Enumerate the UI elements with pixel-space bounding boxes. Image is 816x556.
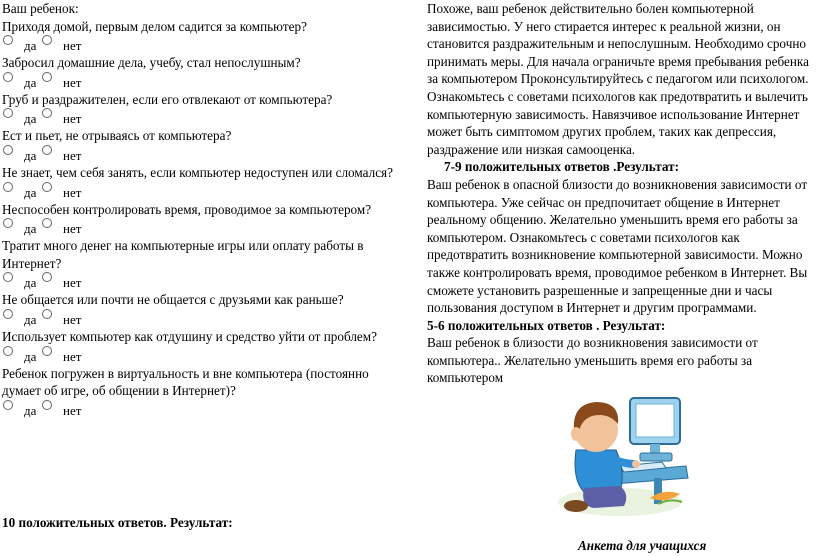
answer-options-1 bbox=[2, 35, 402, 54]
label-no-9: нет bbox=[63, 348, 82, 364]
label-no-5: нет bbox=[63, 184, 82, 200]
label-yes-8: да bbox=[24, 311, 37, 327]
label-yes-2: да bbox=[24, 74, 37, 90]
child-at-computer-illustration bbox=[554, 380, 690, 520]
intro-text: Ваш ребенок: bbox=[2, 1, 79, 16]
caption: Анкета для учащихся bbox=[578, 538, 707, 553]
label-yes-9: да bbox=[24, 348, 37, 364]
answer-options-4 bbox=[2, 145, 402, 164]
result-7-9-heading: 7-9 положительных ответов .Результат: bbox=[444, 159, 680, 175]
radio-no-6[interactable] bbox=[42, 218, 52, 228]
radio-yes-2[interactable] bbox=[3, 72, 13, 82]
question-4: Ест и пьет, не отрываясь от компьютера? bbox=[2, 128, 232, 144]
radio-yes-9[interactable] bbox=[3, 346, 13, 356]
radio-no-1[interactable] bbox=[42, 35, 52, 45]
radio-no-5[interactable] bbox=[42, 182, 52, 192]
answer-options-7 bbox=[2, 272, 402, 291]
label-no-2: нет bbox=[63, 74, 82, 90]
label-no-10: нет bbox=[63, 402, 82, 418]
radio-yes-8[interactable] bbox=[3, 309, 13, 319]
question-1: Приходя домой, первым делом садится за компьютер? bbox=[2, 18, 307, 34]
result-5-6-text: Ваш ребенок в близости до возникновения зависимости от компьютера.. Желательно уменьшить время его работы за компьютером bbox=[427, 335, 758, 386]
radio-no-8[interactable] bbox=[42, 309, 52, 319]
radio-yes-5[interactable] bbox=[3, 182, 13, 192]
label-yes-5: да bbox=[24, 184, 37, 200]
question-7: Тратит много денег на компьютерные игры или оплату работы в Интернет? bbox=[2, 238, 364, 271]
radio-no-7[interactable] bbox=[42, 272, 52, 282]
label-no-3: нет bbox=[63, 111, 82, 127]
answer-options-8 bbox=[2, 309, 402, 328]
question-6: Неспособен контролировать время, проводимое за компьютером? bbox=[2, 201, 372, 217]
label-yes-6: да bbox=[24, 221, 37, 237]
result-10-text: Похоже, ваш ребенок действительно болен компьютерной зависимостью. У него стирается интерес к реальной жизни, он становится раздражительным и непослушным. Необходимо срочно принимать меры. Для начала ограничьте время пребывания ребенка за компьютером Проконсультируйтесь с педагогом или психологом. Ознакомьтесь с советами психологов как предотвратить и вылечить компьютерную зависимость. Навязчивое использование Интернет может быть симптомом других проблем, таких как депрессия, раздражение или низкая самооценка. bbox=[427, 1, 809, 157]
question-2: Забросил домашние дела, учебу, стал непослушным? bbox=[2, 55, 301, 71]
label-no-1: нет bbox=[63, 38, 82, 54]
label-yes-7: да bbox=[24, 275, 37, 291]
questionnaire bbox=[2, 0, 402, 419]
radio-no-9[interactable] bbox=[42, 346, 52, 356]
radio-no-3[interactable] bbox=[42, 108, 52, 118]
child-ear bbox=[571, 427, 581, 441]
child-shoe bbox=[564, 500, 588, 512]
child-pants bbox=[583, 486, 626, 508]
radio-yes-7[interactable] bbox=[3, 272, 13, 282]
results-column bbox=[427, 0, 809, 387]
radio-yes-1[interactable] bbox=[3, 35, 13, 45]
radio-no-2[interactable] bbox=[42, 72, 52, 82]
answer-options-6 bbox=[2, 218, 402, 237]
radio-yes-10[interactable] bbox=[3, 400, 13, 410]
question-8: Не общается или почти не общается с друзьями как раньше? bbox=[2, 292, 344, 308]
result-7-9-text: Ваш ребенок в опасной близости до возникновения зависимости от компьютера. Уже сейчас он предпочитает общение в Интернет реальному общению. Желательно уменьшить время его работы за компьютером. Ознакомьтесь с советами психологов как предотвратить возникновение компьютерной зависимости. Можно также контролировать время, проводимое ребенком в Интернет. Вы сможете установить разрешенные и запрещенные дни и часы пользования доступом в Интернет и другим программами. bbox=[427, 176, 808, 316]
question-5: Не знает, чем себя занять, если компьютер недоступен или сломался? bbox=[2, 164, 393, 180]
child-arm bbox=[610, 458, 634, 464]
radio-yes-4[interactable] bbox=[3, 145, 13, 155]
label-no-7: нет bbox=[63, 275, 82, 291]
answer-options-3 bbox=[2, 108, 402, 127]
answer-options-2 bbox=[2, 72, 402, 91]
label-yes-3: да bbox=[24, 111, 37, 127]
radio-yes-3[interactable] bbox=[3, 108, 13, 118]
answer-options-10 bbox=[2, 400, 402, 419]
label-no-4: нет bbox=[63, 147, 82, 163]
answer-options-5 bbox=[2, 182, 402, 201]
question-9: Использует компьютер как отдушину и средство уйти от проблем? bbox=[2, 328, 377, 344]
label-yes-10: да bbox=[24, 402, 37, 418]
question-3: Груб и раздражителен, если его отвлекают от компьютера? bbox=[2, 91, 333, 107]
label-no-6: нет bbox=[63, 221, 82, 237]
label-no-8: нет bbox=[63, 311, 82, 327]
computer-base bbox=[640, 453, 672, 461]
monitor-screen bbox=[636, 404, 674, 437]
radio-yes-6[interactable] bbox=[3, 218, 13, 228]
label-yes-4: да bbox=[24, 147, 37, 163]
answer-options-9 bbox=[2, 346, 402, 365]
result-5-6-heading: 5-6 положительных ответов . Результат: bbox=[427, 317, 666, 333]
child-hand bbox=[632, 460, 640, 468]
radio-no-4[interactable] bbox=[42, 145, 52, 155]
result-10-heading: 10 положительных ответов. Результат: bbox=[2, 515, 233, 530]
radio-no-10[interactable] bbox=[42, 400, 52, 410]
label-yes-1: да bbox=[24, 38, 37, 54]
question-10: Ребенок погружен в виртуальность и вне компьютера (постоянно думает об игре, об общении в Интернет)? bbox=[2, 365, 369, 399]
